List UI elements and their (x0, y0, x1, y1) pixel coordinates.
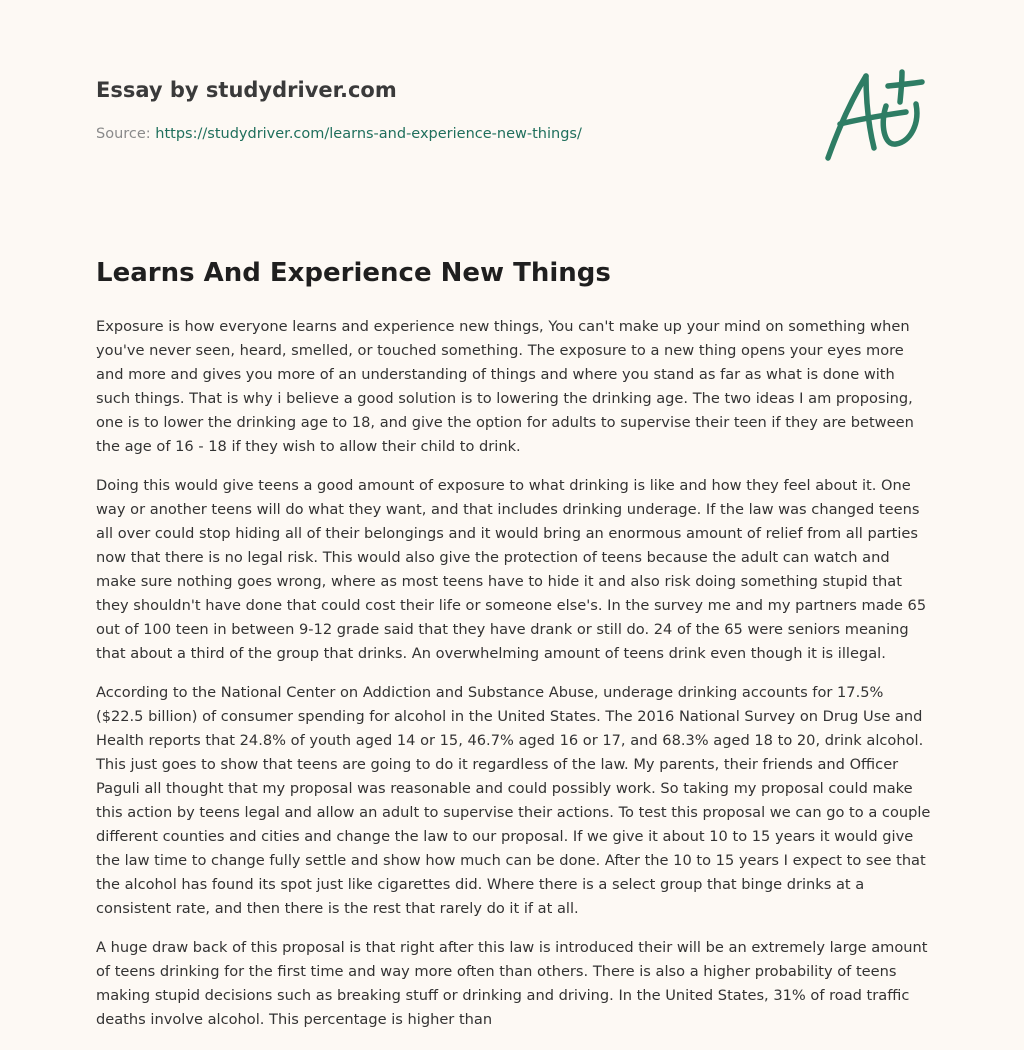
article-paragraph-4: A huge draw back of this proposal is that right after this law is introduced their will be an extremely large amount of teens drinking for the first time and way more often than others. There is also a higher probability of teens making stupid decisions such as breaking stuff or drinking and driving. In the United States, 31% of road traffic deaths involve alcohol. This percentage is higher than (96, 939, 928, 1028)
article (96, 255, 932, 1047)
site-title: Essay by studydriver.com (96, 78, 397, 102)
article-title: Learns And Experience New Things (96, 258, 611, 288)
page-header (96, 76, 796, 144)
source-label: Source: (96, 126, 156, 142)
article-paragraph-3: According to the National Center on Addiction and Substance Abuse, underage drinking accounts for 17.5% ($22.5 billion) of consumer spending for alcohol in the United States. The 2016 National Survey on Drug Use and Health reports that 24.8% of youth aged 14 or 15, 46.7% aged 16 or 17, and 68.3% aged 18 to 20, drink alcohol. This just goes to show that teens are going to do it regardless of the law. My parents, their friends and Officer Paguli all thought that my proposal was reasonable and could possibly work. So taking my proposal could make this action by teens legal and allow an adult to supervise their actions. To test this proposal we can go to a couple different counties and cities and change the law to our proposal. If we give it about 10 to 15 years it would give the law time to change fully settle and show how much can be done. After the 10 to 15 years I expect to see that the alcohol has found its spot just like cigarettes did. Where there is a select group that binge drinks at a consistent rate, and then there is the rest that rarely do it if at all. (96, 684, 931, 917)
a-plus-grade-icon (822, 68, 928, 164)
source-link[interactable]: https://studydriver.com/learns-and-experience-new-things/ (155, 126, 582, 142)
article-paragraph-1: Exposure is how everyone learns and experience new things, You can't make up your mind on something when you've never seen, heard, smelled, or touched something. The exposure to a new thing opens your eyes more and more and gives you more of an understanding of things and where you stand as far as what is done with such things. That is why i believe a good solution is to lowering the drinking age. The two ideas I am proposing, one is to lower the drinking age to 18, and give the option for adults to supervise their teen if they are between the age of 16 - 18 if they wish to allow their child to drink. (96, 318, 914, 455)
article-paragraph-2: Doing this would give teens a good amount of exposure to what drinking is like and how they feel about it. One way or another teens will do what they want, and that includes drinking underage. If the law was changed teens all over could stop hiding all of their belongings and it would bring an enormous amount of relief from all parties now that there is no legal risk. This would also give the protection of teens because the adult can watch and make sure nothing goes wrong, where as most teens have to hide it and also risk doing something stupid that they shouldn't have done that could cost their life or someone else's. In the survey me and my partners made 65 out of 100 teen in between 9-12 grade said that they have drank or still do. 24 of the 65 were seniors meaning that about a third of the group that drinks. An overwhelming amount of teens drink even though it is illegal. (96, 477, 927, 662)
source-line (96, 124, 796, 144)
